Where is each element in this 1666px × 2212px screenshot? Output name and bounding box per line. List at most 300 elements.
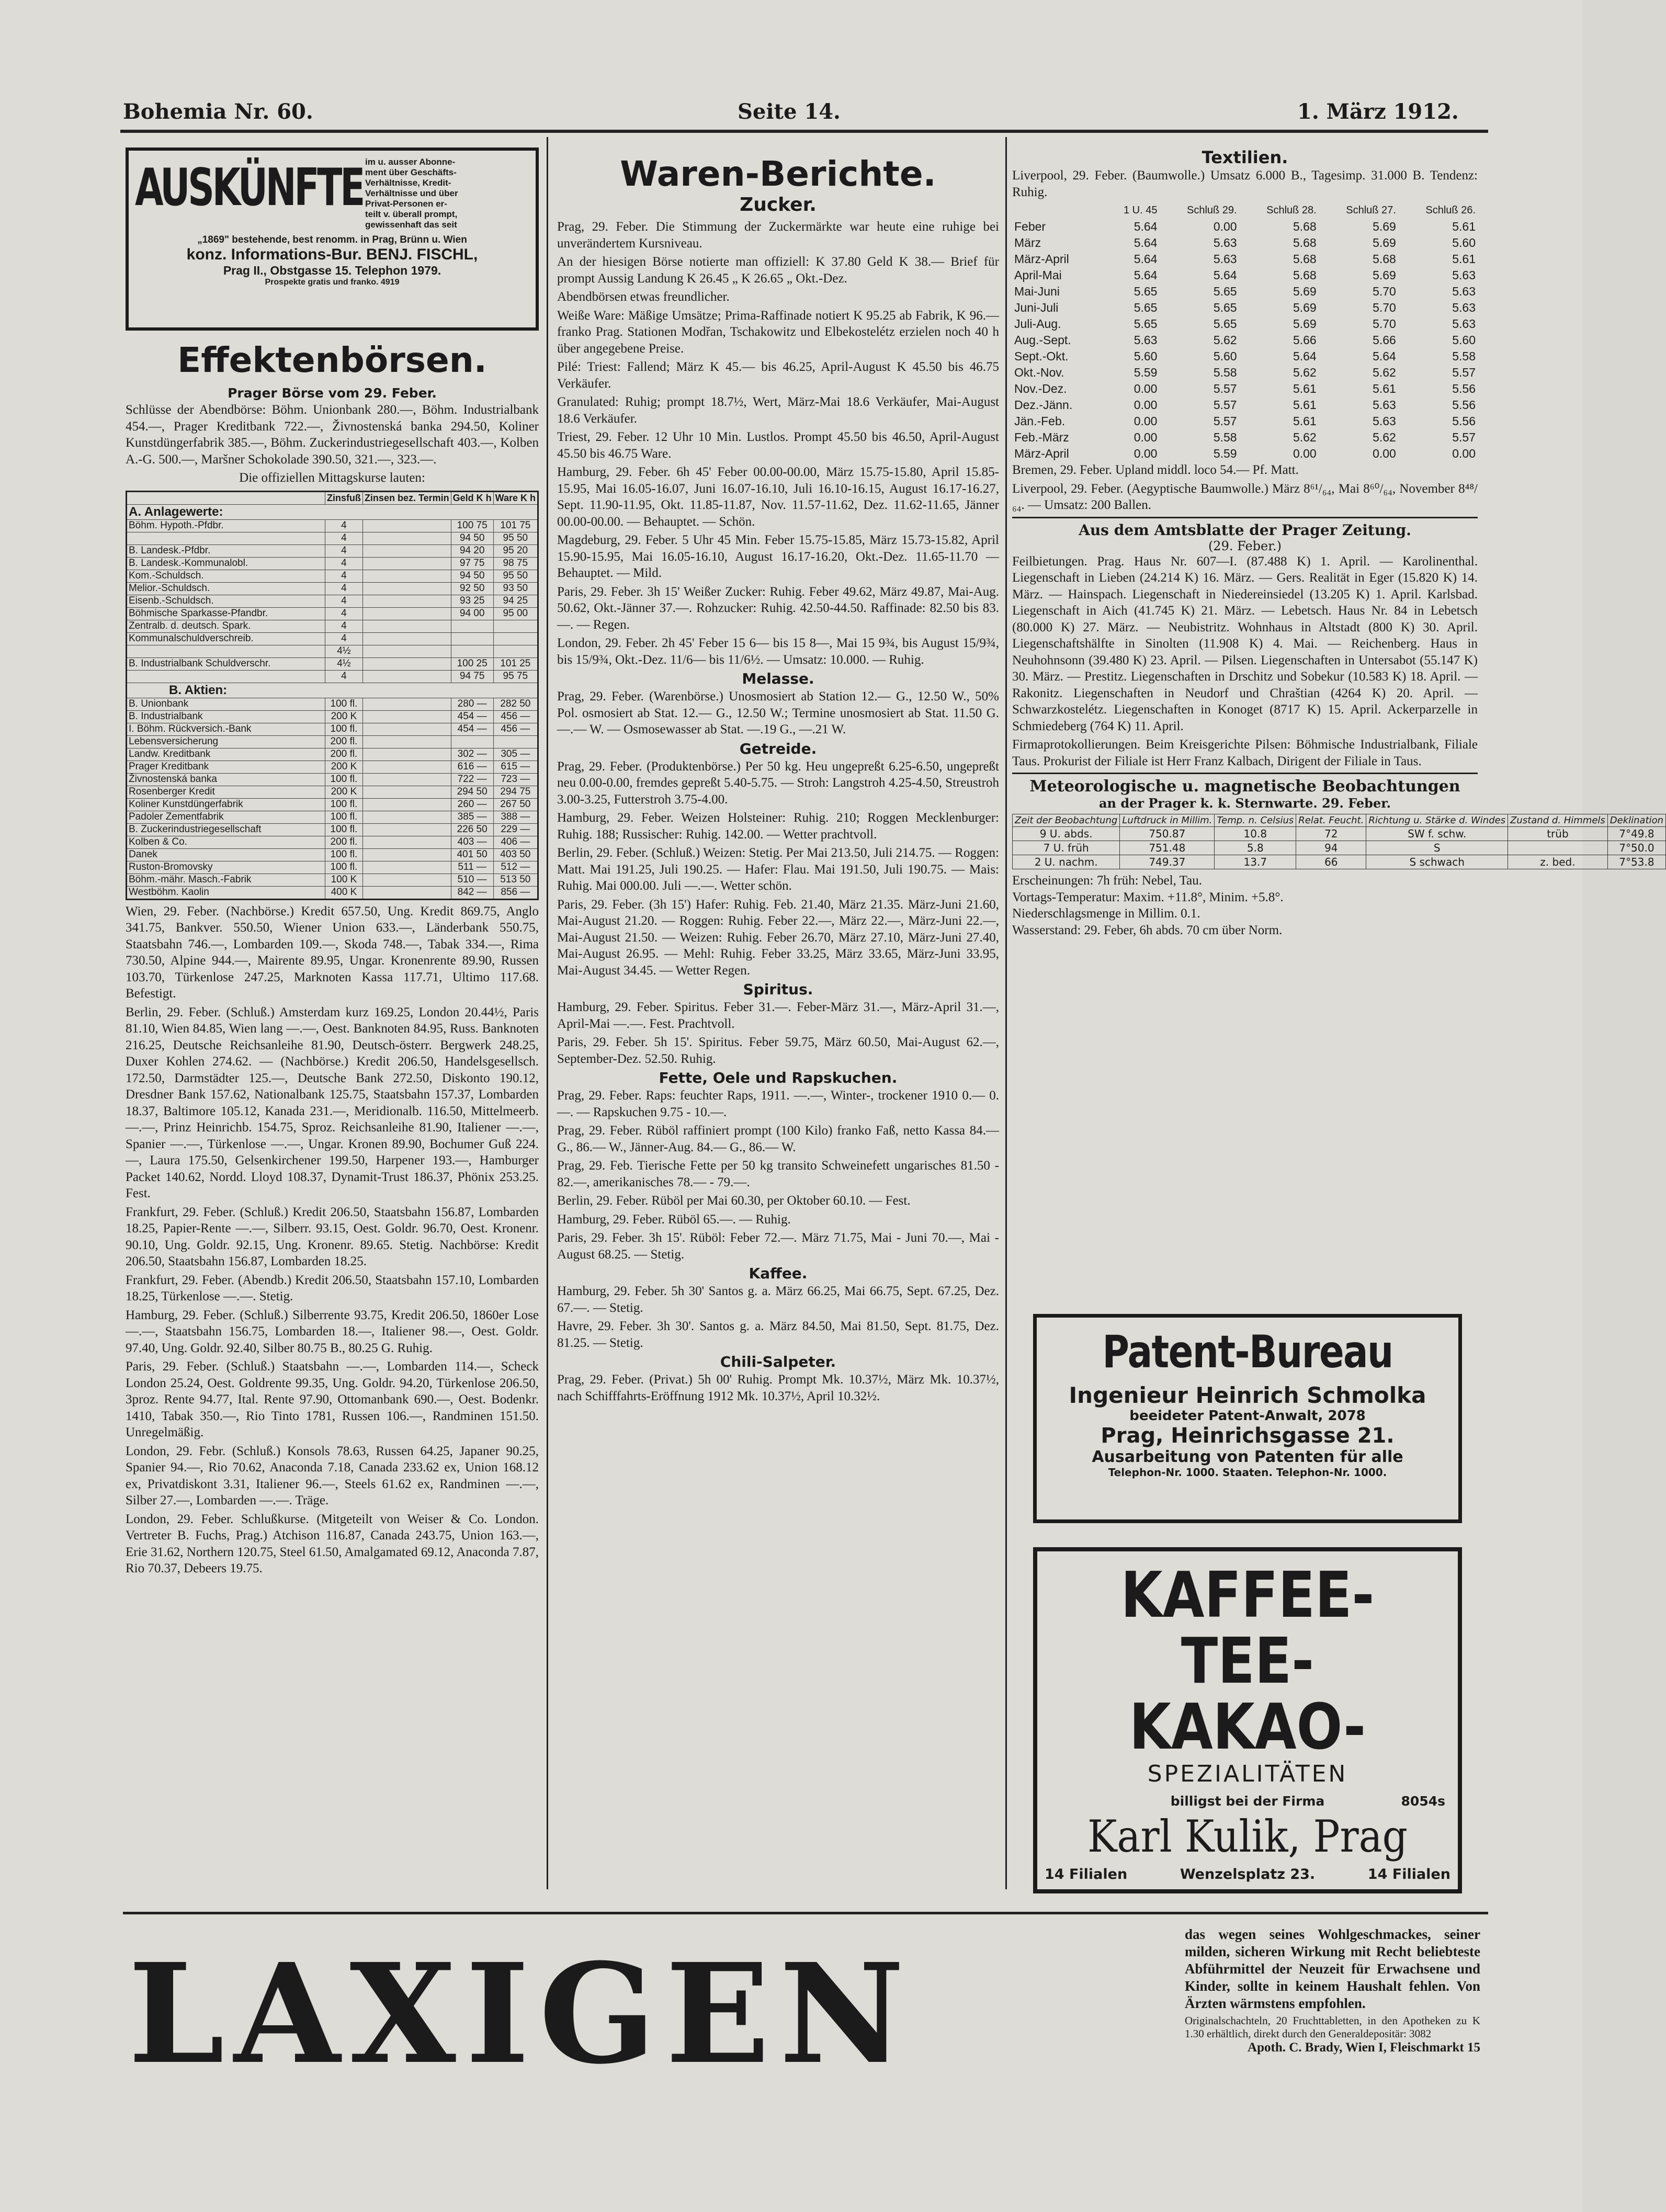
meteo-cell: 749.37 (1120, 855, 1215, 869)
kurs-cell: 385 — (451, 811, 493, 823)
header-center: Seite 14. (738, 99, 841, 124)
kurs-cell: 282 50 (493, 698, 538, 710)
baumwolle-cell: 5.57 (1452, 430, 1476, 444)
meteo-header: Richtung u. Stärke d. Windes (1366, 814, 1508, 827)
kurs-cell (362, 698, 451, 710)
baumwolle-cell: 5.61 (1373, 382, 1396, 395)
liverpool-report: Liverpool, 29. Feber. (Aegyptische Baumwolle.) März 8⁶¹/₆₄, Mai 8⁶⁰/₆₄, November 8⁴⁸/₆₄. — Umsatz: 200 Ballen. (1012, 481, 1478, 512)
meteo-cell: z. bed. (1508, 855, 1608, 869)
kurs-cell: 100 75 (451, 519, 493, 532)
laxigen-rule (123, 1912, 1488, 1914)
kurs-cell (362, 811, 451, 823)
baumwolle-cell: 5.60 (1452, 236, 1476, 249)
kurs-cell: 101 75 (493, 519, 538, 532)
kurs-cell (362, 657, 451, 670)
kurs-cell: 100 fl. (325, 698, 362, 710)
patent-address: Prag, Heinrichsgasse 21. (1101, 1424, 1395, 1448)
baumwolle-cell: 5.70 (1373, 301, 1396, 314)
amtsblatt-firmen: Firmaprotokollierungen. Beim Kreisgerichte Pilsen: Böhmische Industrialbank, Filiale Taus. Prokurist der Filiale ist Herr Franz Kalbach, Dirigent der Filiale in Taus. (1012, 738, 1478, 768)
column-rule-1 (547, 137, 548, 1889)
kurs-cell (362, 723, 451, 735)
kurs-cell: 512 — (493, 861, 538, 874)
baumwolle-row (1012, 446, 1478, 462)
waren-report: Prag, 29. Feber. (Produktenbörse.) Per 50 kg. Heu ungepreßt 6.25-6.50, ungepreßt neu 0.00-0.00, fremdes gepreßt 5.40-5.75. — Stroh: Langstroh 4.25-4.50, Streustroh 3.00-3.25, Futterstroh 3.75-4.00. (557, 759, 999, 807)
kurs-cell (362, 557, 451, 570)
effekten-intro: Schlüsse der Abendbörse: Böhm. Unionbank 280.—, Böhm. Industrialbank 454.—, Prager Kreditbank 722.—, Živnostenská banka 294.50, Koliner Kunstdüngerfabrik 385.—, Böhm. Zuckerindustriegesellschaft 403.—, Kolben A.-G. 500.—, Maršner Schokolade 390.50, 321.—, 323.—. (126, 403, 539, 467)
baumwolle-cell: Dez.-Jänn. (1014, 398, 1073, 412)
kurs-cell: 4 (325, 632, 362, 645)
kurs-cell: B. Landesk.-Pfdbr. (127, 545, 325, 557)
kurs-cell: 4 (325, 582, 362, 595)
baumwolle-cell: 5.59 (1213, 447, 1237, 460)
meteo-cell: trüb (1508, 827, 1608, 841)
kurs-cell: 305 — (493, 748, 538, 761)
effekten-reports (126, 903, 539, 1577)
kurs-cell: 260 — (451, 798, 493, 811)
baumwolle-cell: 5.58 (1452, 349, 1476, 363)
baumwolle-cell: 5.57 (1213, 414, 1237, 428)
waren-title: Waren-Berichte. (620, 154, 936, 194)
boersen-report: Wien, 29. Feber. (Nachbörse.) Kredit 657.50, Ung. Kredit 869.75, Anglo 341.75, Bankver. 550.50, Wiener Union 633.—, Länderbank 550.75, Staatsbahn 746.—, Lombarden 109.—, Skoda 748.—, Tabak 334.—, Rima 730.50, Alpine 944.—, Mairente 89.95, Ungar. Kronenrente 89.90, Russen 103.70, Türkenlose 247.25, Marknoten Kassa 117.71, Ultimo 117.68. Befestigt. (126, 904, 539, 1001)
baumwolle-cell: 5.60 (1134, 349, 1158, 363)
laxigen-text-block (1185, 1926, 1480, 2055)
baumwolle-cell: 5.61 (1293, 382, 1317, 395)
meteo-header: Zustand d. Himmels (1508, 814, 1608, 827)
kurs-cell: 100 fl. (325, 798, 362, 811)
column-waren (557, 148, 999, 1897)
baumwolle-cell: 5.69 (1373, 220, 1396, 233)
baumwolle-cell: 5.61 (1293, 414, 1317, 428)
baumwolle-cell: Juni-Juli (1014, 301, 1059, 314)
kurs-cell: 4 (325, 595, 362, 607)
kurs-cell (493, 645, 538, 657)
kaffee-line3: KAKAO- (1129, 1691, 1366, 1764)
kurs-cell: I. Böhm. Rückversich.-Bank (127, 723, 325, 735)
meteo-cell: 9 U. abds. (1013, 827, 1120, 841)
kurs-cell (451, 735, 493, 748)
baumwolle-cell: 5.61 (1452, 220, 1476, 233)
meteo-notes (1012, 872, 1478, 938)
kurs-cell (362, 670, 451, 683)
boersen-report: Frankfurt, 29. Feber. (Abendb.) Kredit 206.50, Staatsbahn 157.10, Lombarden 18.25, Türkenlose —.—. Stetig. (126, 1273, 539, 1303)
waren-subhead-melasse: Melasse. (742, 670, 814, 687)
laxigen-address: Apoth. C. Brady, Wien I, Fleischmarkt 15 (1248, 2040, 1480, 2055)
kaffee-footer: 14 Filialen Wenzelsplatz 23. 14 Filialen (1045, 1866, 1450, 1882)
auskunfte-side: im u. ausser Abonne- ment über Geschäfts- Verhältnisse, Kredit- Verhältnisse und über Privat-Personen er- teilt v. überall prompt, gewissenhaft das seit (365, 157, 458, 230)
amtsblatt-date: (29. Feber.) (1208, 538, 1282, 553)
baumwolle-cell: 5.59 (1134, 366, 1158, 379)
boersen-report: Hamburg, 29. Feber. (Schluß.) Silberrente 93.75, Kredit 206.50, 1860er Lose —.—, Staatsbahn 156.75, Lombarden 18.—, Italiener 98.—, Oest. Goldr. 97.40, Ung. Goldr. 92.40, Silber 80.75 B., 80.25 G. Ruhig. (126, 1308, 539, 1355)
baumwolle-cell: Nov.-Dez. (1014, 382, 1067, 395)
baumwolle-row (1012, 316, 1478, 332)
kurs-cell: 95 20 (493, 545, 538, 557)
waren-subhead-spiritus: Spiritus. (743, 981, 813, 998)
waren-report: Abendbörsen etwas freundlicher. (557, 290, 730, 304)
kurs-row (127, 748, 538, 761)
patent-engineer: Ingenieur Heinrich Schmolka (1069, 1382, 1426, 1408)
kurs-cell: 388 — (493, 811, 538, 823)
baumwolle-cell: 5.66 (1373, 333, 1396, 347)
kurse-table: Zinsfuß Zinsen bez. Termin Geld K h Ware K h A. Anlagewerte: Böhm. Hypoth.-Pfdbr. 4 100 75 101 75 4 94 50 95 50 B. Landesk.-Pfdbr. 4 94 20 95 20 B. Landesk.-Kommunalobl. 4 97 75 98 75 Kom.-Schuldsch. 4 94 50 95 50 Melior.-Schuldsch. 4 92 50 93 50 Eisenb.-Schuldsch. 4 93 25 94 25 Böhmische Sparkasse-Pfandbr. 4 94 00 95 00 Zentralb. d. deutsch. Spark. 4 Kommunalschuldverschreib. 4 4½ B. Industrialbank Schuldverschr. 4½ 100 25 101 25 4 94 75 95 75 B. Aktien: B. Unionbank 100 fl. 280 — 282 50 B. Industrialbank 200 K 454 — 456 — I. Böhm. Rückversich.-Bank 100 fl. 454 — 456 — Lebensversicherung 200 fl. Landw. Kreditbank 200 fl. 302 — 305 — Prager Kreditbank 200 K 616 — 615 — Živnostenská banka 100 fl. 722 — 723 — Rosenberger Kredit 200 K 294 50 294 75 Koliner Kunstdüngerfabrik 100 fl. 260 — 267 50 Padoler Zementfabrik 100 fl. 385 — 388 — B. Zuckerindustriegesellschaft 100 fl. 226 50 229 — Kolben & Co. 200 fl. 403 — 406 — Danek 100 fl. 401 50 403 50 Ruston-Bromovsky 100 fl. 511 — 512 — Böhm.-mähr. Masch.-Fabrik 100 K 510 — 513 50 Westböhm. Kaolin 400 K 842 — 856 — (126, 491, 539, 900)
kurs-cell: 616 — (451, 761, 493, 773)
kurs-cell: B. Industrialbank Schuldverschr. (127, 657, 325, 670)
waren-report: Weiße Ware: Mäßige Umsätze; Prima-Raffinade notiert K 95.25 ab Fabrik, K 96.— franko Prag. Stationen Modřan, Tschakowitz und Elbekostelétz erzielen noch 40 h über angegebene Preise. (557, 308, 999, 356)
waren-report: Paris, 29. Feber. 3h 15'. Rüböl: Feber 72.—. März 71.75, Mai - Juni 70.—, Mai - August 68.25. — Stetig. (557, 1231, 999, 1262)
kurs-cell: 400 K (325, 886, 362, 899)
kurs-cell: 4 (325, 620, 362, 632)
kurs-cell: B. Unionbank (127, 698, 325, 710)
column-effekten (126, 340, 539, 1901)
kurs-cell: B. Industrialbank (127, 710, 325, 723)
kurs-cell: 101 25 (493, 657, 538, 670)
kurs-row (127, 786, 538, 798)
kurs-cell: 95 50 (493, 532, 538, 545)
baumwolle-cell: 5.65 (1213, 285, 1237, 298)
boersen-report: London, 29. Feber. Schlußkurse. (Mitgeteilt von Weiser & Co. London. Vertreter B. Fuchs, Prag.) Atchison 116.87, Canada 243.75, Union 163.—, Erie 31.62, Northern 120.75, Steel 61.50, Amalgamated 69.12, Anaconda 7.87, Rio 70.37, Debeers 19.75. (126, 1512, 539, 1575)
kurs-cell (493, 620, 538, 632)
kurs-cell: 4 (325, 557, 362, 570)
rule (1012, 517, 1478, 518)
kurs-row (127, 519, 538, 532)
baumwolle-cell: 5.57 (1213, 382, 1237, 395)
kurs-cell (362, 861, 451, 874)
baumwolle-cell: 5.64 (1373, 349, 1396, 363)
kurs-cell (362, 532, 451, 545)
baumwolle-cell: 5.63 (1452, 285, 1476, 298)
baumwolle-table (1012, 202, 1478, 462)
kurs-cell (362, 519, 451, 532)
kurs-cell (362, 823, 451, 836)
laxigen-text: das wegen seines Wohlgeschmackes, seiner milden, sicheren Wirkung mit Recht beliebteste Abführmittel der Neuzeit für Erwachsene und Kinder, sollte in keinem Haushalt fehlen. Von Ärzten wärmstens empfohlen. (1185, 1926, 1480, 2011)
laxigen-word: LAXIGEN (128, 1933, 914, 2094)
baumwolle-cell: April-Mai (1014, 268, 1062, 282)
baumwolle-cell: 5.56 (1452, 398, 1476, 412)
kurs-cell: 94 25 (493, 595, 538, 607)
waren-report: An der hiesigen Börse notierte man offiziell: K 37.80 Geld K 38.— Brief für prompt Aussig Landung K 26.45 „ K 26.65 „ Okt.-Dez. (557, 255, 999, 286)
waren-report: Prag, 29. Feber. (Warenbörse.) Unosmosiert ab Station 12.— G., 12.50 W., 50% Pol. osmosiert ab Stat. 12.— G., 12.50 W.; Termine unosmosiert ab Stat. 11.50 G. —.— W. — Osmosewasser ab Stat. —.19 G., —.21 W. (557, 689, 999, 736)
baumwolle-cell: 5.63 (1134, 333, 1158, 347)
waren-subhead-kaffee: Kaffee. (749, 1265, 808, 1282)
baumwolle-cell: März (1014, 236, 1041, 249)
baumwolle-cell: 5.62 (1293, 430, 1317, 444)
waren-report: Hamburg, 29. Feber. Rüböl 65.—. — Ruhig. (557, 1212, 791, 1227)
baumwolle-row (1012, 413, 1478, 429)
baumwolle-cell: März-April (1014, 252, 1069, 266)
baumwolle-row (1012, 381, 1478, 397)
boersen-report: London, 29. Febr. (Schluß.) Konsols 78.63, Russen 64.25, Japaner 90.25, Spanier 94.—, Rio 70.62, Anaconda 7.18, Canada 233.62 ex, Union 168.12 ex, Privatdiskont 3.31, Italiener 96.—, Steels 61.62 ex, Randminen —.—, Silber 27.—, Lombarden —.—. Träge. (126, 1444, 539, 1507)
meteo-row (1013, 855, 1666, 869)
section-anlagewerte: A. Anlagewerte: (127, 504, 538, 519)
baumwolle-cell: 0.00 (1452, 447, 1476, 460)
baumwolle-cell: 5.61 (1293, 398, 1317, 412)
baumwolle-cell: 5.65 (1213, 301, 1237, 314)
waren-reports (557, 219, 999, 1404)
kurs-row (127, 582, 538, 595)
effekten-intro2: Die offiziellen Mittagskurse lauten: (239, 471, 425, 485)
kurs-cell: 723 — (493, 773, 538, 786)
meteo-header: Deklination (1607, 814, 1665, 827)
kaffee-line1: KAFFEE- (1120, 1559, 1375, 1632)
kurs-row (127, 632, 538, 645)
kurs-row (127, 874, 538, 886)
meteo-note: Wasserstand: 29. Feber, 6h abds. 70 cm über Norm. (1012, 923, 1283, 937)
kurs-row (127, 761, 538, 773)
baumwolle-col-header: 1 U. 45 (1123, 205, 1158, 216)
waren-subhead-fette: Fette, Oele und Rapskuchen. (659, 1069, 898, 1086)
auskunfte-address: Prag II., Obstgasse 15. Telephon 1979. (223, 264, 441, 277)
kurs-cell: 456 — (493, 723, 538, 735)
kaffee-specialties: SPEZIALITÄTEN (1147, 1761, 1348, 1787)
kurs-cell: 403 50 (493, 848, 538, 861)
meteo-cell: 94 (1296, 841, 1366, 855)
baumwolle-cell: 5.64 (1293, 349, 1317, 363)
kurs-cell: 842 — (451, 886, 493, 899)
kurs-cell: Živnostenská banka (127, 773, 325, 786)
kurs-cell: 454 — (451, 710, 493, 723)
waren-report: Paris, 29. Feber. (3h 15') Hafer: Ruhig. Feb. 21.40, März 21.35. März-Juni 21.60, Mai-August 21.20. — Roggen: Ruhig. Feber 22.—, März 22.—, März-Juni 22.—, Mai-August 21.50. — Weizen: Ruhig. Feber 26.70, März 27.10, März-Juni 27.40, Mai-August 26.95. — Mehl: Ruhig. Feber 33.25, März 33.65, März-Juni 33.95, Mai-August 34.45. — Wetter Regen. (557, 897, 999, 978)
baumwolle-cell: 0.00 (1134, 398, 1158, 412)
baumwolle-cell: 5.68 (1293, 268, 1317, 282)
meteo-cell: 13.7 (1215, 855, 1296, 869)
kurs-cell: 92 50 (451, 582, 493, 595)
kurs-row (127, 811, 538, 823)
kurs-cell: 94 50 (451, 570, 493, 582)
baumwolle-cell: März-April (1014, 447, 1069, 460)
kurs-cell: 511 — (451, 861, 493, 874)
waren-report: Prag, 29. Feber. Die Stimmung der Zuckermärkte war heute eine ruhige bei unverändertem Kursniveau. (557, 220, 999, 251)
meteo-cell: S (1366, 841, 1508, 855)
waren-report: Hamburg, 29. Feber. Weizen Holsteiner: Ruhig. 210; Roggen Mecklenburger: Ruhig. 188; Russischer: Ruhig. 142.00. — Wetter prachtvoll. (557, 811, 999, 842)
waren-report: Hamburg, 29. Feber. 6h 45' Feber 00.00-00.00, März 15.75-15.80, April 15.85-15.95, Mai 16.05-16.07, Juni 16.07-16.10, Juli 16.10-16.15, August 16.17-16.27, Sept. 11.90-11.95, Okt. 11.85-11.87, Nov. 11.57-11.62, Dez. 11.62-11.65, Jänner 00.00-00.00. — Behauptet. — Schön. (557, 465, 999, 529)
kurs-cell: 93 50 (493, 582, 538, 595)
kurs-cell: 722 — (451, 773, 493, 786)
kurs-cell: 100 fl. (325, 823, 362, 836)
baumwolle-cell: 5.65 (1213, 317, 1237, 331)
kurs-cell: 454 — (451, 723, 493, 735)
kurs-cell (362, 886, 451, 899)
waren-report: Berlin, 29. Feber. Rüböl per Mai 60.30, per Oktober 60.10. — Fest. (557, 1194, 911, 1208)
baumwolle-cell: 5.63 (1213, 236, 1237, 249)
baumwolle-cell: 5.69 (1373, 268, 1396, 282)
kurs-cell (362, 735, 451, 748)
kurs-cell: 280 — (451, 698, 493, 710)
meteo-header: Temp. n. Celsius (1215, 814, 1296, 827)
kurs-cell: Kolben & Co. (127, 836, 325, 848)
kurs-cell (127, 645, 325, 657)
kurs-cell: 200 fl. (325, 735, 362, 748)
waren-report: London, 29. Feber. 2h 45' Feber 15 6— bis 15 8—, Mai 15 9¾, bis August 15/9¾, bis 15/9¾, Okt.-Dez. 11/6— bis 11/6½. — Umsatz: 10.000. — Ruhig. (557, 636, 999, 667)
baumwolle-cell: Jän.-Feb. (1014, 414, 1066, 428)
baumwolle-cell: 5.57 (1213, 398, 1237, 412)
baumwolle-cell: 5.58 (1213, 430, 1237, 444)
baumwolle-cell: 0.00 (1134, 414, 1158, 428)
kurs-cell: Kommunalschuldverschreib. (127, 632, 325, 645)
baumwolle-cell: Feber (1014, 220, 1046, 233)
baumwolle-cell: 5.63 (1452, 317, 1476, 331)
baumwolle-cell: 5.70 (1373, 317, 1396, 331)
baumwolle-cell: 5.68 (1293, 252, 1317, 266)
kurs-cell (362, 620, 451, 632)
baumwolle-col-header: Schluß 29. (1186, 205, 1237, 216)
kurs-row (127, 570, 538, 582)
textilien-intro: Liverpool, 29. Feber. (Baumwolle.) Umsatz 6.000 B., Tagesimp. 31.000 B. Tendenz: Ruhig. (1012, 168, 1478, 199)
patent-title: Patent-Bureau (1102, 1326, 1393, 1378)
baumwolle-cell: 0.00 (1213, 220, 1237, 233)
kurs-cell: Melior.-Schuldsch. (127, 582, 325, 595)
baumwolle-row (1012, 300, 1478, 316)
kurs-cell: 98 75 (493, 557, 538, 570)
kurs-cell (362, 607, 451, 620)
amtsblatt-text: Feilbietungen. Prag. Haus Nr. 607—I. (87.488 K) 1. April. — Karolinenthal. Liegenschaft in Lieben (24.214 K) 16. März. — Gers. Realität in Eger (15.820 K) 14. März. — Hainspach. Liegenschaft in Niedereinsiedel (13.205 K) 1. April. Karlsbad. Liegenschaft in Aich (41.745 K) 21. März. — Lebetsch. Haus Nr. 84 in Lebetsch (80.000 K) 27. März. — Neubistritz. Wohnhaus in Altstadt (800 K) 30. April. Liegenschaftshälfte in Sinolten (11.908 K) 4. Mai. — Reichenberg. Haus in Neuhohnsonn (39.480 K) 23. April. — Pilsen. Liegenschaften in Untersabot (55.147 K) 30. März. — Prestitz. Liegenschaften in Drschitz und Sobekur (10.583 K) 18. April. — Rakonitz. Liegenschaften in Neudorf und Chraštian (4264 K) 20. April. — Schwarzkostelétz. Liegenschaften in Konoget (8717 K) 15. April. Ackerparzelle in Schmiedeberg (764 K) 11. April. (1012, 554, 1478, 733)
kurs-row (127, 545, 538, 557)
kurs-cell (362, 595, 451, 607)
kurs-cell (127, 532, 325, 545)
ad-patent-bureau (1033, 1314, 1462, 1523)
baumwolle-cell: 5.56 (1452, 414, 1476, 428)
kurs-cell: 200 K (325, 786, 362, 798)
meteo-note: Erscheinungen: 7h früh: Nebel, Tau. (1012, 874, 1202, 888)
baumwolle-row (1012, 251, 1478, 267)
meteo-cell: 7°50.0 (1607, 841, 1665, 855)
kurs-cell: 93 25 (451, 595, 493, 607)
kurs-cell: 226 50 (451, 823, 493, 836)
meteo-table (1012, 814, 1666, 869)
kurs-cell: 406 — (493, 836, 538, 848)
kurs-cell: Rosenberger Kredit (127, 786, 325, 798)
baumwolle-cell: 5.62 (1213, 333, 1237, 347)
auskunfte-company: konz. Informations-Bur. BENJ. FISCHL, (186, 246, 478, 263)
kurs-cell (362, 786, 451, 798)
kurs-cell: 94 75 (451, 670, 493, 683)
patent-service: Ausarbeitung von Patenten für alle (1092, 1448, 1403, 1466)
baumwolle-cell: 5.62 (1373, 430, 1396, 444)
kurs-cell: Böhmische Sparkasse-Pfandbr. (127, 607, 325, 620)
kurs-row (127, 773, 538, 786)
kurs-row (127, 595, 538, 607)
kurs-cell: 302 — (451, 748, 493, 761)
baumwolle-cell: 5.64 (1134, 268, 1158, 282)
meteo-cell: 5.8 (1215, 841, 1296, 855)
auskunfte-footer: Prospekte gratis und franko. 4919 (265, 278, 400, 287)
kurs-cell (362, 570, 451, 582)
header-right: 1. März 1912. (1297, 99, 1459, 124)
meteo-title: Meteorologische u. magnetische Beobachtungen (1029, 777, 1460, 796)
kurs-row (127, 735, 538, 748)
kurs-cell: Westböhm. Kaolin (127, 886, 325, 899)
waren-report: Prag, 29. Feb. Tierische Fette per 50 kg transito Schweinefett ungarisches 81.50 - 82.—, amerikanisches 78.— - 79.—. (557, 1159, 999, 1189)
kurs-cell: 4 (325, 532, 362, 545)
baumwolle-cell: 5.66 (1293, 333, 1317, 347)
baumwolle-cell: 5.65 (1134, 301, 1158, 314)
kurs-row (127, 861, 538, 874)
effekten-subtitle: Prager Börse vom 29. Feber. (228, 385, 437, 401)
waren-report: Havre, 29. Feber. 3h 30'. Santos g. a. März 84.50, Mai 81.50, Sept. 81.75, Dez. 81.25. — Stetig. (557, 1319, 999, 1350)
baumwolle-cell: Sept.-Okt. (1014, 349, 1069, 363)
kurs-cell (451, 620, 493, 632)
meteo-cell: 7°49.8 (1607, 827, 1665, 841)
baumwolle-cell: 5.62 (1293, 366, 1317, 379)
kaffee-line2: TEE- (1181, 1625, 1314, 1698)
baumwolle-cell: 5.69 (1293, 285, 1317, 298)
kurs-cell (127, 670, 325, 683)
kaffee-company: Karl Kulik, Prag (1087, 1811, 1408, 1862)
rule (1012, 773, 1478, 774)
baumwolle-cell: 5.63 (1213, 252, 1237, 266)
kurs-cell: 200 K (325, 761, 362, 773)
kurs-row (127, 657, 538, 670)
kurs-cell: 94 50 (451, 532, 493, 545)
kurs-cell: 294 75 (493, 786, 538, 798)
kurs-cell: 267 50 (493, 798, 538, 811)
textilien-title: Textilien. (1202, 148, 1288, 167)
baumwolle-cell: 5.60 (1452, 333, 1476, 347)
kurs-cell: 200 fl. (325, 748, 362, 761)
baumwolle-cell: 5.58 (1213, 366, 1237, 379)
baumwolle-cell: 0.00 (1134, 447, 1158, 460)
kurs-cell (362, 773, 451, 786)
kurs-row (127, 823, 538, 836)
meteo-cell: 751.48 (1120, 841, 1215, 855)
meteo-note: Vortags-Temperatur: Maxim. +11.8°, Minim. +5.8°. (1012, 890, 1284, 904)
meteo-header: Luftdruck in Millim. (1120, 814, 1215, 827)
bremen-report: Bremen, 29. Feber. Upland middl. loco 54.— Pf. Matt. (1012, 463, 1299, 477)
kurs-cell: 100 K (325, 874, 362, 886)
kurs-cell (493, 632, 538, 645)
baumwolle-row (1012, 429, 1478, 446)
kurs-cell: 4 (325, 545, 362, 557)
meteo-cell: 750.87 (1120, 827, 1215, 841)
kurs-cell: Zentralb. d. deutsch. Spark. (127, 620, 325, 632)
effekten-title: Effektenbörsen. (177, 340, 487, 380)
waren-report: Hamburg, 29. Feber. Spiritus. Feber 31.—. Feber-März 31.—, März-April 31.—, April-Mai —.—. Fest. Prachtvoll. (557, 1000, 999, 1031)
kurs-cell: 4 (325, 670, 362, 683)
kurs-cell (451, 645, 493, 657)
baumwolle-cell: 0.00 (1293, 447, 1317, 460)
baumwolle-cell: 5.57 (1452, 366, 1476, 379)
kurs-cell (451, 632, 493, 645)
baumwolle-row (1012, 219, 1478, 235)
baumwolle-cell: 5.69 (1293, 301, 1317, 314)
meteo-cell (1508, 841, 1608, 855)
kurs-cell: 97 75 (451, 557, 493, 570)
waren-report: Paris, 29. Feber. 3h 15' Weißer Zucker: Ruhig. Feber 49.62, März 49.87, Mai-Aug. 50.62, Okt.-Jänner 37.—. Rohzucker: Ruhig. 42.50-44.50. Raffinade: 82.50 bis 83.—. — Regen. (557, 584, 999, 632)
kurs-cell: 4 (325, 519, 362, 532)
waren-report: Magdeburg, 29. Feber. 5 Uhr 45 Min. Feber 15.75-15.85, März 15.73-15.82, April 15.90-15.95, Mai 16.05-16.10, August 16.17-16.20, Okt.-Dez. 11.65-11.70 — Behauptet. — Mild. (557, 533, 999, 580)
kurs-row (127, 798, 538, 811)
baumwolle-cell: Juli-Aug. (1014, 317, 1061, 331)
baumwolle-row (1012, 365, 1478, 381)
baumwolle-col-header: Schluß 28. (1266, 205, 1317, 216)
kurs-cell: 95 00 (493, 607, 538, 620)
patent-attorney: beeideter Patent-Anwalt, 2078 (1129, 1408, 1366, 1424)
kurs-cell: Padoler Zementfabrik (127, 811, 325, 823)
meteo-row (1013, 827, 1666, 841)
kurs-row (127, 710, 538, 723)
kurs-cell: Böhm. Hypoth.-Pfdbr. (127, 519, 325, 532)
ad-kaffee (1033, 1547, 1462, 1893)
kurs-cell: 856 — (493, 886, 538, 899)
baumwolle-cell: 5.65 (1134, 285, 1158, 298)
baumwolle-cell: 5.63 (1373, 414, 1396, 428)
waren-report: Pilé: Triest: Fallend; März K 45.— bis 46.25, April-August K 45.50 bis 46.75 Verkäufer. (557, 360, 999, 391)
column-rule-2 (1005, 137, 1007, 1889)
kurs-cell: Lebensversicherung (127, 735, 325, 748)
kurs-cell: Eisenb.-Schuldsch. (127, 595, 325, 607)
kurs-cell: Landw. Kreditbank (127, 748, 325, 761)
baumwolle-cell: 5.68 (1293, 220, 1317, 233)
boersen-report: Paris, 29. Feber. (Schluß.) Staatsbahn —.—, Lombarden 114.—, Scheck London 25.24, Oest. Goldrente 99.35, Ung. Goldr. 94.20, Türkenlose 206.50, 3proz. Rente 94.77, Ital. Rente 97.90, Ottomanbank 690.—, Oest. Bodenkr. 1410, Tabak 350.—, Rio Tinto 1781, Russen 106.—, Randminen 151.50. Unregelmäßig. (126, 1359, 539, 1439)
boersen-report: Frankfurt, 29. Feber. (Schluß.) Kredit 206.50, Staatsbahn 156.87, Lombarden 18.25, Papier-Rente —.—, Silberr. 93.15, Oest. Goldr. 96.70, Oest. Kronenr. 90.10, Ung. Goldr. 92.15, Ung. Kronenr. 89.65. Stetig. Nachbörse: Kredit 206.50, Staatsbahn 156.87, Lombarden 18.25. (126, 1205, 539, 1268)
